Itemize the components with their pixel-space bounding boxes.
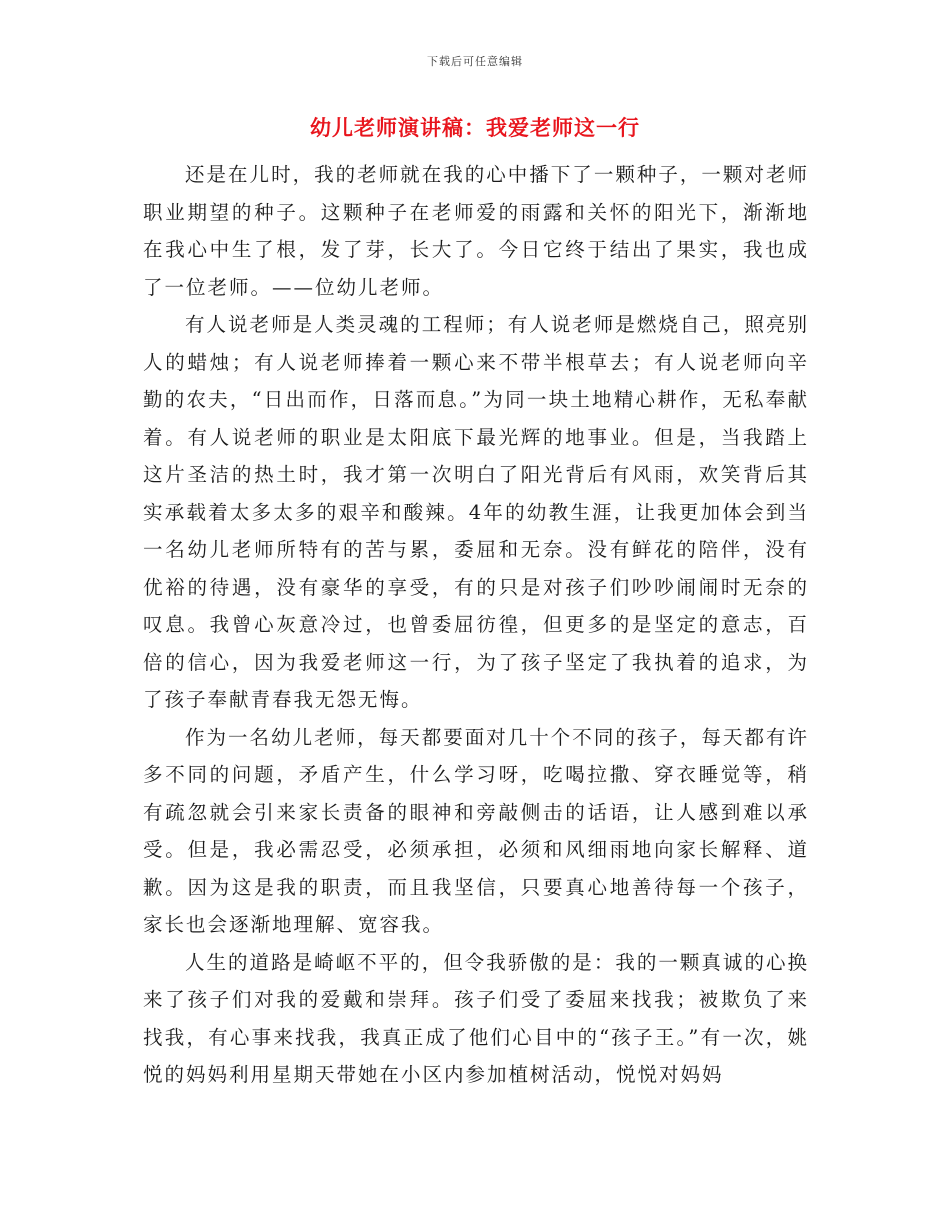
paragraph-1: 还是在儿时，我的老师就在我的心中播下了一颗种子，一颗对老师职业期望的种子。这颗种子在老师爱的雨露和关怀的阳光下，渐渐地在我心中生了根，发了芽，长大了。今日它终于结出了果实，我也成了一位老师。——位幼儿老师。 <box>143 163 809 299</box>
paragraph-3: 作为一名幼儿老师，每天都要面对几十个不同的孩子，每天都有许多不同的问题，矛盾产生，什么学习呀，吃喝拉撒、穿衣睡觉等，稍有疏忽就会引来家长责备的眼神和旁敲侧击的话语，让人感到难以承受。但是，我必需忍受，必须承担，必须和风细雨地向家长解释、道歉。因为这是我的职责，而且我坚信，只要真心地善待每一个孩子，家长也会逐渐地理解、宽容我。 <box>143 725 809 936</box>
paragraph-2: 有人说老师是人类灵魂的工程师；有人说老师是燃烧自己，照亮别人的蜡烛；有人说老师捧着一颗心来不带半根草去；有人说老师向辛勤的农夫，“日出而作，日落而息。”为同一块土地精心耕作，无私奉献着。有人说老师的职业是太阳底下最光辉的地事业。但是，当我踏上这片圣洁的热土时，我才第一次明白了阳光背后有风雨，欢笑背后其实承载着太多太多的艰辛和酸辣。4年的幼教生涯，让我更加体会到当一名幼儿老师所特有的苦与累，委屈和无奈。没有鲜花的陪伴，没有优裕的待遇，没有豪华的享受，有的只是对孩子们吵吵闹闹时无奈的叹息。我曾心灰意冷过，也曾委屈彷徨，但更多的是坚定的意志，百倍的信心，因为我爱老师这一行，为了孩子坚定了我执着的追求，为了孩子奉献青春我无怨无悔。 <box>143 313 809 711</box>
header-note: 下载后可任意编辑 <box>427 55 523 68</box>
paragraph-4: 人生的道路是崎岖不平的，但令我骄傲的是：我的一颗真诚的心换来了孩子们对我的爱戴和崇拜。孩子们受了委屈来找我；被欺负了来找我，有心事来找我，我真正成了他们心目中的“孩子王。”有一次，姚悦的妈妈利用星期天带她在小区内参加植树活动，悦悦对妈妈 <box>143 950 809 1086</box>
document-body <box>143 156 809 1094</box>
document-title: 幼儿老师演讲稿：我爱老师这一行 <box>310 116 640 140</box>
